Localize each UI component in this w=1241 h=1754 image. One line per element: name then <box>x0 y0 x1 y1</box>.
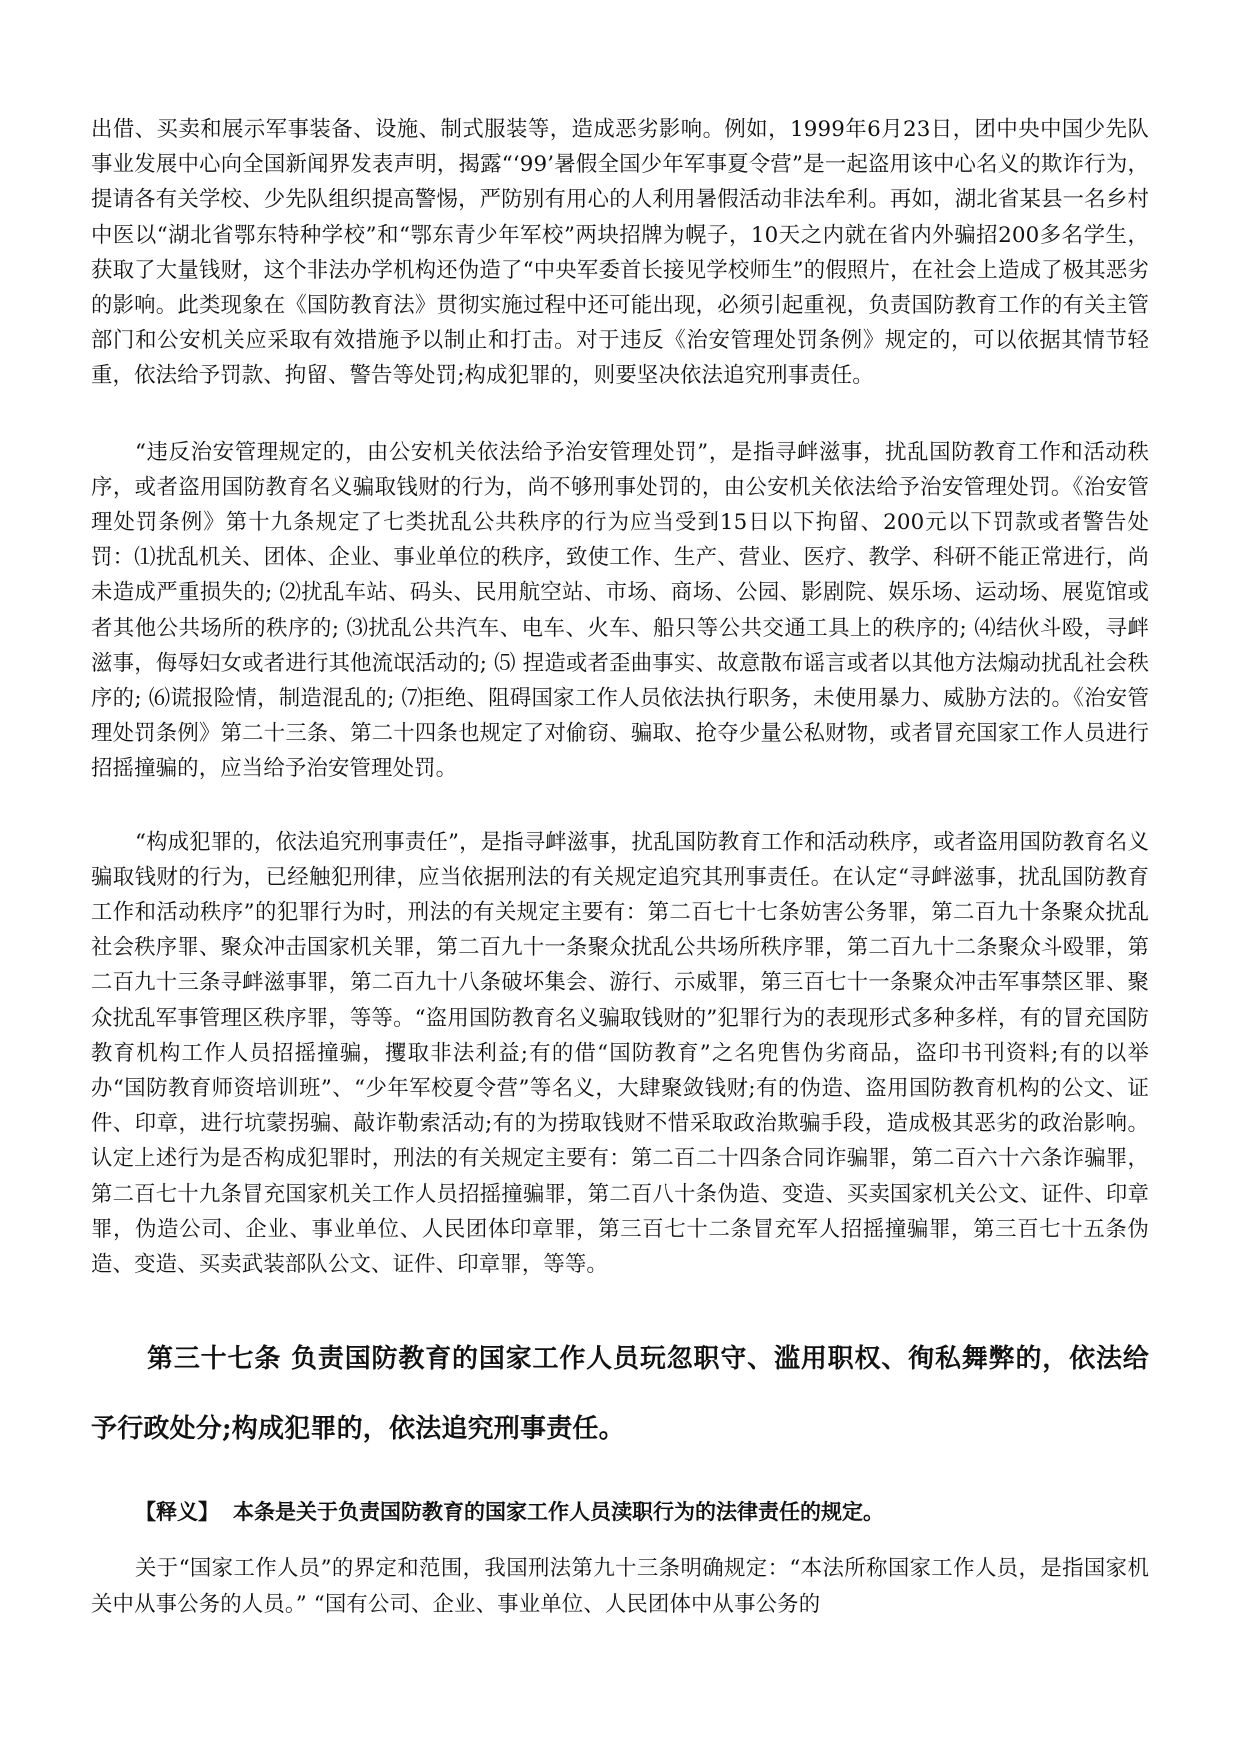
body-paragraph-4: 关于“国家工作人员”的界定和范围，我国刑法第九十三条明确规定：“本法所称国家工作人员，是指国家机关中从事公务的人员。” “国有公司、企业、事业单位、人民团体中从事公务的 <box>91 1556 1149 1617</box>
body-paragraph-1: 出借、买卖和展示军事装备、设施、制式服装等，造成恶劣影响。例如，1999年6月23日，团中央中国少先队事业发展中心向全国新闻界发表声明，揭露“‘99’暑假全国少年军事夏令营”是一起盗用该中心名义的欺诈行为，提请各有关学校、少先队组织提高警惕，严防别有用心的人利用暑假活动非法牟利。再如，湖北省某县一名乡村中医以“湖北省鄂东特种学校”和“鄂东青少年军校”两块招牌为幌子，10天之内就在省内外骗招200多名学生，获取了大量钱财，这个非法办学机构还伪造了“中央军委首长接见学校师生”的假照片，在社会上造成了极其恶劣的影响。此类现象在《国防教育法》贯彻实施过程中还可能出现，必须引起重视，负责国防教育工作的有关主管部门和公安机关应采取有效措施予以制止和打击。对于违反《治安管理处罚条例》规定的，可以依据其情节轻重，依法给予罚款、拘留、警告等处罚;构成犯罪的，则要坚决依法追究刑事责任。 <box>91 117 1149 389</box>
interpretation-heading <box>91 1494 1149 1529</box>
article-37-title: 第三十七条 负责国防教育的国家工作人员玩忽职守、滥用职权、徇私舞弊的，依法给予行政处分;构成犯罪的，依法追究刑事责任。 <box>91 1344 1149 1445</box>
interpretation-text: 本条是关于负责国防教育的国家工作人员渎职行为的法律责任的规定。 <box>233 1499 884 1525</box>
body-paragraph-2: “违反治安管理规定的，由公安机关依法给予治安管理处罚”，是指寻衅滋事，扰乱国防教育工作和活动秩序，或者盗用国防教育名义骗取钱财的行为，尚不够刑事处罚的，由公安机关依法给予治安管理处罚。《治安管理处罚条例》第十九条规定了七类扰乱公共秩序的行为应当受到15日以下拘留、200元以下罚款或者警告处罚：⑴扰乱机关、团体、企业、事业单位的秩序，致使工作、生产、营业、医疗、教学、科研不能正常进行，尚未造成严重损失的; ⑵扰乱车站、码头、民用航空站、市场、商场、公园、影剧院、娱乐场、运动场、展览馆或者其他公共场所的秩序的; ⑶扰乱公共汽车、电车、火车、船只等公共交通工具上的秩序的; ⑷结伙斗殴，寻衅滋事，侮辱妇女或者进行其他流氓活动的; ⑸ 捏造或者歪曲事实、故意散布谣言或者以其他方法煽动扰乱社会秩序的; ⑹谎报险情，制造混乱的; ⑺拒绝、阻碍国家工作人员依法执行职务，未使用暴力、威胁方法的。《治安管理处罚条例》第二十三条、第二十四条也规定了对偷窃、骗取、抢夺少量公私财物，或者冒充国家工作人员进行招摇撞骗的，应当给予治安管理处罚。 <box>91 439 1149 782</box>
interpretation-tag: 【释义】 <box>135 1499 219 1525</box>
body-paragraph-3: “构成犯罪的，依法追究刑事责任”，是指寻衅滋事，扰乱国防教育工作和活动秩序，或者盗用国防教育名义骗取钱财的行为，已经触犯刑律，应当依据刑法的有关规定追究其刑事责任。在认定“寻衅滋事，扰乱国防教育工作和活动秩序”的犯罪行为时，刑法的有关规定主要有：第二百七十七条妨害公务罪，第二百九十条聚众扰乱社会秩序罪、聚众冲击国家机关罪，第二百九十一条聚众扰乱公共场所秩序罪，第二百九十二条聚众斗殴罪，第二百九十三条寻衅滋事罪，第二百九十八条破坏集会、游行、示威罪，第三百七十一条聚众冲击军事禁区罪、聚众扰乱军事管理区秩序罪，等等。“盗用国防教育名义骗取钱财的”犯罪行为的表现形式多种多样，有的冒充国防教育机构工作人员招摇撞骗，攫取非法利益;有的借“国防教育”之名兜售伪劣商品，盗印书刊资料;有的以举办“国防教育师资培训班”、“少年军校夏令营”等名义，大肆聚敛钱财;有的伪造、盗用国防教育机构的公文、证件、印章，进行坑蒙拐骗、敲诈勒索活动;有的为捞取钱财不惜采取政治欺骗手段，造成极其恶劣的政治影响。认定上述行为是否构成犯罪时，刑法的有关规定主要有：第二百二十四条合同诈骗罪，第二百六十六条诈骗罪，第二百七十九条冒充国家机关工作人员招摇撞骗罪，第二百八十条伪造、变造、买卖国家机关公文、证件、印章罪，伪造公司、企业、事业单位、人民团体印章罪，第三百七十二条冒充军人招摇撞骗罪，第三百七十五条伪造、变造、买卖武装部队公文、证件、印章罪，等等。 <box>91 829 1149 1278</box>
document-page <box>91 112 1149 1622</box>
